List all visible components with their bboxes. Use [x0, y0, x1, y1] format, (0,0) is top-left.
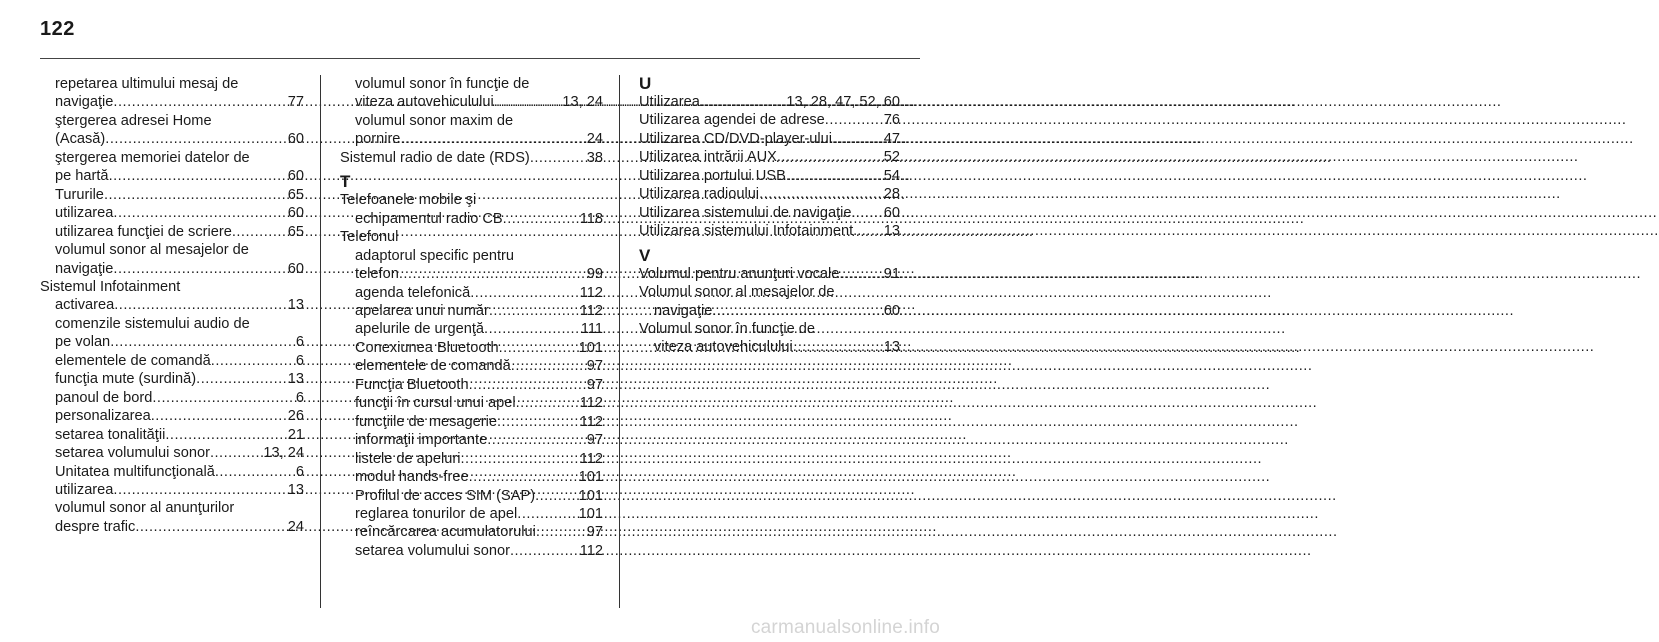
dot-leader: [786, 167, 883, 185]
dot-leader: [469, 468, 578, 486]
index-entry-pages: 47: [883, 130, 900, 147]
index-entry-pages: 101: [578, 487, 603, 504]
index-entry-term: panoul de bord: [55, 389, 153, 406]
index-entry-pages: 24: [287, 518, 304, 535]
index-entry: [340, 523, 603, 541]
index-entry: [639, 93, 900, 111]
dot-leader: [470, 284, 579, 302]
index-entry-term: navigaţie: [55, 94, 114, 111]
index-entry: [639, 265, 900, 283]
index-entry-pages: 97: [586, 358, 603, 375]
index-entry-term: pe hartă: [55, 168, 109, 185]
index-entry-pages: 60: [287, 168, 304, 185]
index-entry: [340, 357, 603, 375]
index-entry: [639, 130, 900, 148]
index-entry-pages: 13: [883, 223, 900, 240]
dot-leader: [105, 130, 286, 148]
index-entry-term: volumul sonor maxim de: [355, 112, 514, 129]
index-entry: [40, 444, 304, 462]
index-entry-term: repetarea ultimului mesaj de: [55, 76, 239, 92]
index-entry-pages: 6: [295, 463, 304, 480]
dot-leader: [535, 487, 578, 505]
index-entry: [40, 93, 304, 111]
index-entry-term: Sistemul Infotainment: [40, 278, 181, 295]
index-entry-pages: 54: [883, 167, 900, 184]
index-entry-term: apelurile de urgenţă: [355, 321, 485, 338]
index-entry-pages: 60: [883, 204, 900, 221]
index-entry-term: Conexiunea Bluetooth: [355, 339, 499, 356]
index-entry-pages: 6: [295, 352, 304, 369]
index-section-letter: T: [340, 172, 351, 192]
index-entry-pages: 6: [295, 389, 304, 406]
dot-leader: [832, 130, 883, 148]
dot-leader: [400, 130, 585, 148]
index-entry: [340, 149, 603, 167]
index-entry-pages: 91: [883, 265, 900, 282]
index-entry: [340, 394, 603, 412]
dot-leader: [856, 204, 883, 222]
dot-leader: [460, 450, 578, 468]
index-entry-term: Utilizarea radioului: [639, 186, 760, 203]
index-entry: [40, 260, 304, 278]
dot-leader: [113, 481, 286, 499]
index-entry: [340, 210, 603, 228]
index-entry: [340, 450, 603, 468]
index-entry-term: personalizarea: [55, 408, 151, 425]
index-entry-term: informaţii importante: [355, 432, 488, 449]
dot-leader: [516, 394, 579, 412]
dot-leader: [113, 93, 286, 111]
index-entry-term: reîncărcarea acumulatorului: [355, 524, 536, 541]
index-entry-term: Tururile: [55, 186, 104, 203]
index-entry: [40, 223, 304, 241]
index-entry-term: pornire: [355, 131, 401, 148]
index-entry: [340, 487, 603, 505]
dot-leader: [152, 389, 295, 407]
index-entry-term: navigaţie: [55, 260, 114, 277]
index-entry: [639, 111, 900, 129]
index-entry-pages: 13, 28, 47, 52, 60: [786, 94, 900, 110]
index-entry: [340, 130, 603, 148]
index-entry-term: telefon: [355, 266, 399, 283]
index-entry-term: volumul sonor în funcţie de: [355, 76, 530, 92]
index-entry-term: utilizarea: [55, 481, 114, 498]
dot-leader: [215, 463, 295, 481]
index-entry: [639, 222, 900, 240]
index-entry-term: Utilizarea intrării AUX: [639, 149, 777, 166]
index-entry-term: pe volan: [55, 334, 111, 351]
index-entry-term: activarea: [55, 297, 115, 314]
dot-leader: [510, 542, 579, 560]
index-entry: [40, 370, 304, 388]
index-entry-term: funcţia mute (surdină): [55, 371, 197, 388]
index-entry-term: navigaţie: [654, 302, 713, 319]
dot-leader: [110, 333, 295, 351]
index-entry: [340, 339, 603, 357]
index-entry: [340, 302, 603, 320]
index-entry: [40, 518, 304, 536]
dot-leader: [487, 431, 586, 449]
index-entry-pages: 101: [578, 339, 603, 356]
index-entry-term: listele de apeluri: [355, 450, 461, 467]
index-entry-term: agenda telefonică: [355, 284, 471, 301]
index-entry: [40, 167, 304, 185]
index-entry-term: volumul sonor al mesajelor de: [55, 242, 249, 259]
index-entry: [639, 185, 900, 203]
index-entry-term: viteza autovehiculului: [355, 94, 494, 111]
column-divider: [619, 75, 620, 608]
index-entry: [40, 463, 304, 481]
index-entry: [40, 407, 304, 425]
index-entry: [40, 186, 304, 204]
index-entry-pages: 6: [295, 334, 304, 351]
index-entry: [40, 333, 304, 351]
dot-leader: [151, 407, 287, 425]
dot-leader: [469, 376, 586, 394]
index-entry: [340, 505, 603, 523]
dot-leader: [489, 302, 579, 320]
index-entry: [340, 93, 603, 111]
index-entry: [340, 431, 603, 449]
index-entry-pages: 76: [883, 112, 900, 129]
index-column-2: [340, 75, 603, 560]
index-entry-term: setarea tonalităţii: [55, 426, 166, 443]
index-entry: [40, 204, 304, 222]
dot-leader: [759, 185, 883, 203]
index-entry-term: Utilizarea sistemului Infotainment.: [639, 223, 858, 240]
index-entry-term: despre trafic: [55, 518, 136, 535]
index-entry: [340, 468, 603, 486]
index-entry-pages: 52: [883, 149, 900, 166]
index-entry-term: comenzile sistemului audio de: [55, 315, 250, 332]
index-entry: [639, 167, 900, 185]
index-entry: [340, 542, 603, 560]
dot-leader: [399, 265, 586, 283]
dot-leader: [211, 352, 295, 370]
page-number: 122: [40, 18, 75, 40]
dot-leader: [839, 265, 882, 283]
index-entry-term: Volumul pentru anunţuri vocale: [639, 265, 840, 282]
index-entry-pages: 65: [287, 223, 304, 240]
index-entry-term: echipamentul radio CB: [355, 210, 503, 227]
index-column-1: [40, 75, 304, 536]
dot-leader: [517, 505, 577, 523]
index-entry-pages: 13: [287, 481, 304, 498]
index-entry-term: Volumul sonor în funcţie de: [639, 320, 816, 337]
dot-leader: [825, 111, 883, 129]
index-entry-pages: 101: [578, 469, 603, 486]
index-entry: [40, 352, 304, 370]
index-entry-term: Utilizarea sistemului de navigaţie.: [639, 204, 856, 221]
index-entry-term: Telefonul: [340, 229, 399, 246]
dot-leader: [113, 204, 286, 222]
index-entry-pages: 13, 24: [263, 445, 304, 462]
header-rule: [40, 58, 920, 59]
index-entry-term: setarea volumului sonor: [355, 542, 510, 559]
index-entry-pages: 60: [883, 302, 900, 319]
dot-leader: [503, 210, 579, 228]
index-entry-pages: 97: [586, 432, 603, 449]
index-entry-term: ştergerea memoriei datelor de: [55, 149, 250, 166]
index-entry: [340, 265, 603, 283]
index-entry-pages: 65: [287, 186, 304, 203]
index-entry: [639, 302, 900, 320]
dot-leader: [511, 357, 586, 375]
index-entry-pages: 60: [287, 205, 304, 222]
dot-leader: [497, 413, 579, 431]
index-entry: [40, 389, 304, 407]
index-entry-pages: 97: [586, 376, 603, 393]
index-entry-pages: 13: [287, 371, 304, 388]
index-entry-term: Utilizarea portului USB: [639, 167, 786, 184]
index-entry-pages: 111: [580, 321, 603, 338]
watermark: carmanualsonline.info: [750, 617, 940, 638]
index-entry-term: utilizarea: [55, 205, 114, 222]
index-entry: [340, 320, 603, 338]
dot-leader: [777, 148, 883, 166]
index-entry-term: Unitatea multifuncţională: [55, 463, 215, 480]
index-entry: [40, 481, 304, 499]
index-entry-pages: 24: [586, 131, 603, 148]
index-entry-pages: 38: [586, 149, 603, 166]
index-entry-pages: 28: [883, 186, 900, 203]
index-entry-term: adaptorul specific pentru: [355, 247, 515, 264]
index-section-letter: V: [639, 245, 651, 265]
dot-leader: [793, 338, 883, 356]
dot-leader: [530, 149, 586, 167]
index-entry-pages: 77: [287, 94, 304, 111]
index-entry-term: utilizarea funcţiei de scriere: [55, 223, 232, 240]
dot-leader: [494, 93, 562, 111]
index-entry-term: reglarea tonurilor de apel: [355, 505, 518, 522]
index-entry-term: apelarea unui număr: [355, 302, 489, 319]
dot-leader: [700, 93, 786, 111]
index-entry: [639, 148, 900, 166]
index-entry-pages: 112: [579, 302, 603, 319]
index-entry-term: Funcţia Bluetooth: [355, 376, 469, 393]
index-entry: [40, 130, 304, 148]
index-entry-pages: 112: [579, 413, 603, 430]
dot-leader: [114, 296, 287, 314]
dot-leader: [113, 260, 286, 278]
index-entry: [40, 426, 304, 444]
index-entry-term: elementele de comandă: [355, 358, 511, 375]
index-column-3: [639, 75, 900, 357]
dot-leader: [536, 523, 586, 541]
index-entry-term: modul hands-free: [355, 469, 469, 486]
index-entry: [639, 338, 900, 356]
index-entry-term: elementele de comandă: [55, 352, 211, 369]
index-entry-term: Utilizarea: [639, 94, 700, 110]
index-entry-pages: 13, 24: [562, 94, 603, 111]
index-entry: [639, 204, 900, 222]
index-entry-term: funcţii în cursul unui apel: [355, 395, 516, 412]
index-entry-term: Profilul de acces SIM (SAP): [355, 487, 536, 504]
index-entry-pages: 101: [578, 505, 603, 522]
index-entry-term: viteza autovehiculului: [654, 339, 793, 356]
index-entry-pages: 60: [287, 131, 304, 148]
dot-leader: [135, 518, 286, 536]
index-entry-term: Utilizarea agendei de adrese: [639, 112, 825, 129]
index-entry-term: (Acasă): [55, 131, 106, 148]
index-entry-pages: 99: [586, 266, 603, 283]
index-entry-term: Sistemul radio de date (RDS): [340, 149, 530, 166]
index-entry-term: Utilizarea CD/DVD-player-ului: [639, 130, 833, 147]
dot-leader: [484, 320, 580, 338]
index-entry-pages: 13: [287, 297, 304, 314]
index-entry-term: ştergerea adresei Home: [55, 112, 212, 129]
index-entry-pages: 112: [579, 450, 603, 467]
index-entry-pages: 13: [883, 339, 900, 356]
index-entry-term: volumul sonor al anunţurilor: [55, 500, 235, 517]
index-entry-pages: 112: [579, 284, 603, 301]
dot-leader: [196, 370, 287, 388]
column-divider: [320, 75, 321, 608]
index-entry-pages: 112: [579, 395, 603, 412]
dot-leader: [165, 426, 286, 444]
dot-leader: [104, 186, 287, 204]
dot-leader: [109, 167, 287, 185]
dot-leader: [232, 223, 287, 241]
index-entry-pages: 26: [287, 408, 304, 425]
index-entry-pages: 118: [579, 210, 603, 227]
index-entry-pages: 21: [287, 426, 304, 443]
index-entry-pages: 97: [586, 524, 603, 541]
dot-leader: [712, 302, 882, 320]
index-entry: [340, 376, 603, 394]
dot-leader: [499, 339, 578, 357]
index-entry: [340, 413, 603, 431]
dot-leader: [857, 222, 883, 240]
index-entry-term: funcţiile de mesagerie: [355, 413, 497, 430]
index-entry-term: setarea volumului sonor: [55, 445, 210, 462]
index-entry: [340, 284, 603, 302]
index-entry-term: Volumul sonor al mesajelor de: [639, 284, 835, 301]
index-section-letter: U: [639, 74, 652, 93]
index-entry-pages: 112: [579, 542, 603, 559]
dot-leader: [210, 444, 262, 462]
index-entry: [40, 296, 304, 314]
index-entry-pages: 60: [287, 260, 304, 277]
index-entry-term: Telefoanele mobile şi: [340, 192, 477, 209]
